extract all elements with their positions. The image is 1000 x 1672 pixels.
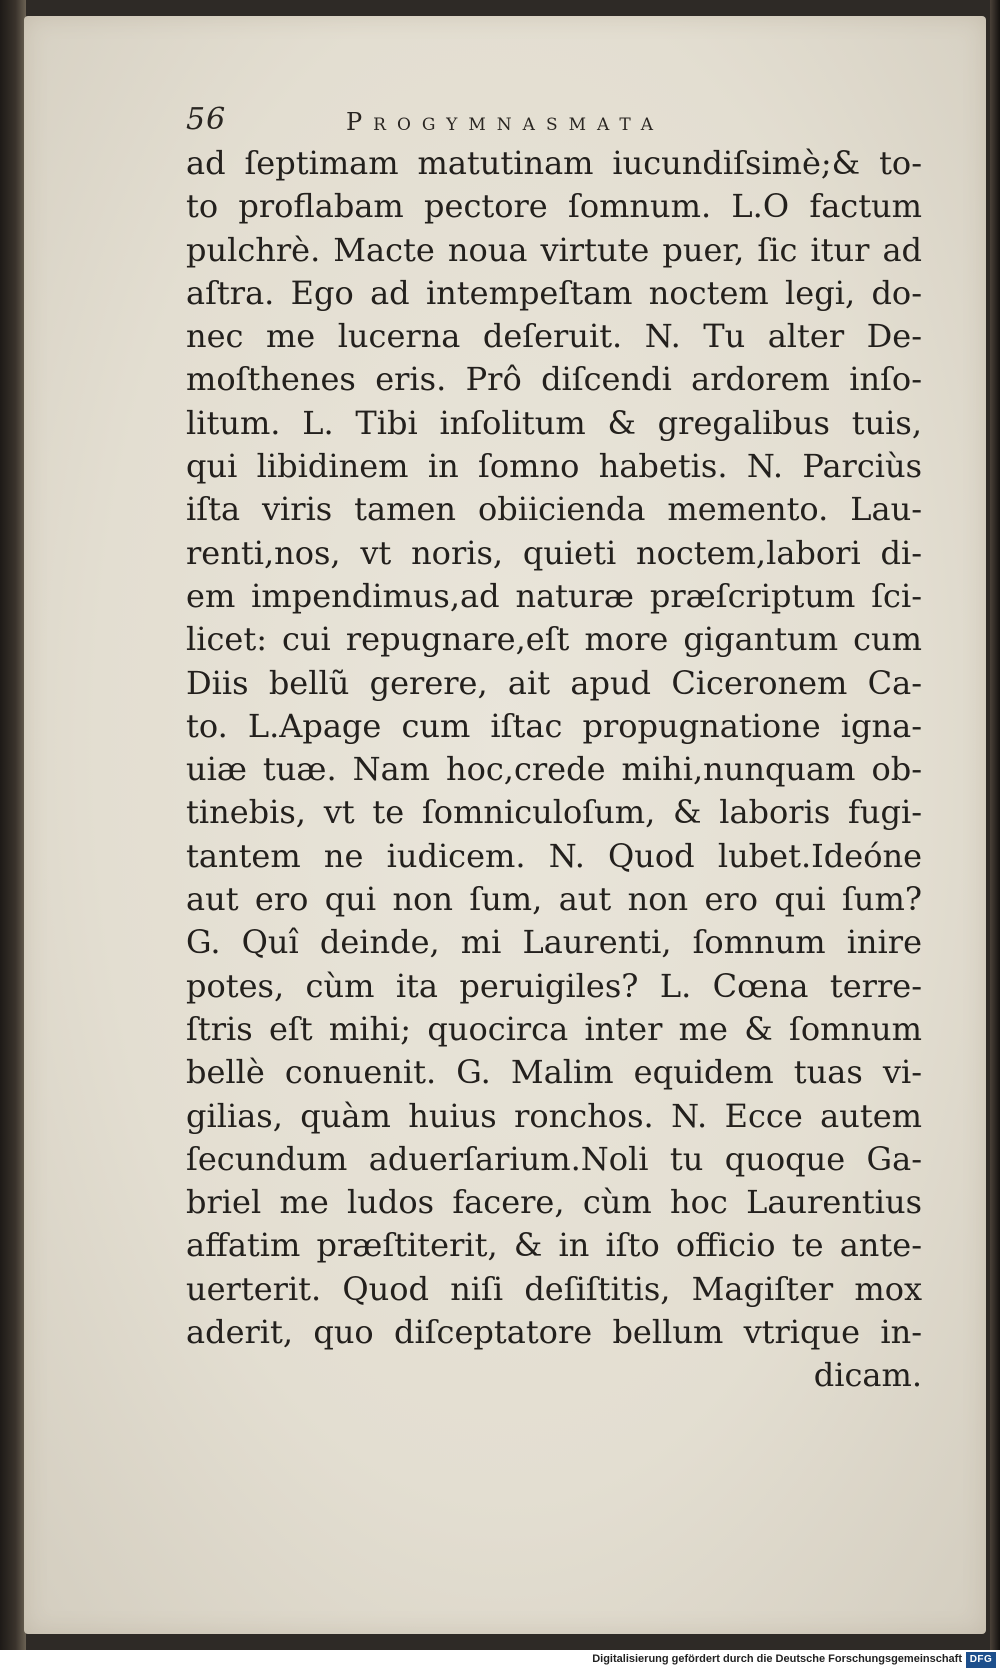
text-line: G. Quî deinde, mi Laurenti, ſomnum inire (186, 923, 922, 962)
text-line: renti,nos, vt noris, quieti noctem,labori di- (186, 533, 922, 572)
text-line: bellè conuenit. G. Malim equidem tuas vi- (186, 1053, 922, 1092)
text-line: nec me lucerna deſeruit. N. Tu alter De- (186, 317, 922, 356)
text-line: ſecundum aduerſarium.Noli tu quoque Ga- (186, 1139, 922, 1178)
text-line-final: dicam. (813, 1356, 922, 1395)
text-line: em impendimus,ad naturæ præſcriptum ſci- (186, 576, 922, 615)
page-header (186, 102, 806, 142)
text-line: aſtra. Ego ad intempeſtam noctem legi, do- (186, 273, 922, 312)
running-title: Progymnasmata (346, 108, 665, 136)
text-line: briel me ludos facere, cùm hoc Laurentius (186, 1183, 922, 1222)
text-line: qui libidinem in ſomno habetis. N. Parciùs (186, 447, 922, 486)
text-line: affatim præſtiterit, & in iſto officio te ante- (186, 1226, 922, 1265)
text-line: licet: cui repugnare,eſt more gigantum cum (186, 620, 922, 659)
text-line: to proflabam pectore ſomnum. L.O factum (186, 187, 922, 226)
text-line: Diis bellũ gerere, ait apud Ciceronem Ca- (186, 663, 922, 702)
funding-credit: Digitalisierung gefördert durch die Deutsche Forschungsgemeinschaft (592, 1653, 962, 1665)
text-line: ad ſeptimam matutinam iucundiſsimè;& to- (186, 144, 922, 182)
body-text (186, 142, 922, 1398)
dfg-logo: DFG (966, 1652, 996, 1668)
text-line: tantem ne iudicem. N. Quod lubet.Ideóne (186, 836, 922, 875)
text-line: potes, cùm ita peruigiles? L. Cœna terre- (186, 966, 922, 1005)
text-line: tinebis, vt te ſomniculoſum, & laboris fugi- (186, 793, 922, 832)
text-line: aut ero qui non ſum, aut non ero qui ſum? (186, 880, 922, 919)
text-line: moſthenes eris. Prô diſcendi ardorem inſo- (186, 360, 922, 399)
text-line: gilias, quàm huius ronchos. N. Ecce autem (186, 1096, 922, 1135)
text-line: uiæ tuæ. Nam hoc,crede mihi,nunquam ob- (186, 750, 922, 789)
text-line: to. L.Apage cum iſtac propugnatione igna- (186, 706, 922, 745)
text-line: aderit, quo diſceptatore bellum vtrique in- (186, 1313, 922, 1352)
page-number: 56 (186, 102, 227, 137)
text-line: litum. L. Tibi inſolitum & gregalibus tuis, (186, 403, 922, 442)
book-cover-edge-right (990, 0, 1000, 1650)
text-line: uerterit. Quod niſi deſiſtitis, Magiſter mox (186, 1269, 922, 1308)
text-line: iſta viris tamen obiicienda memento. Lau- (186, 490, 922, 529)
text-line: pulchrè. Macte noua virtute puer, ſic itur ad (186, 230, 922, 269)
book-cover-edge-left (0, 0, 26, 1650)
text-line: ſtris eſt mihi; quocirca inter me & ſomnum (186, 1009, 922, 1048)
digitization-footer (0, 1650, 1000, 1672)
